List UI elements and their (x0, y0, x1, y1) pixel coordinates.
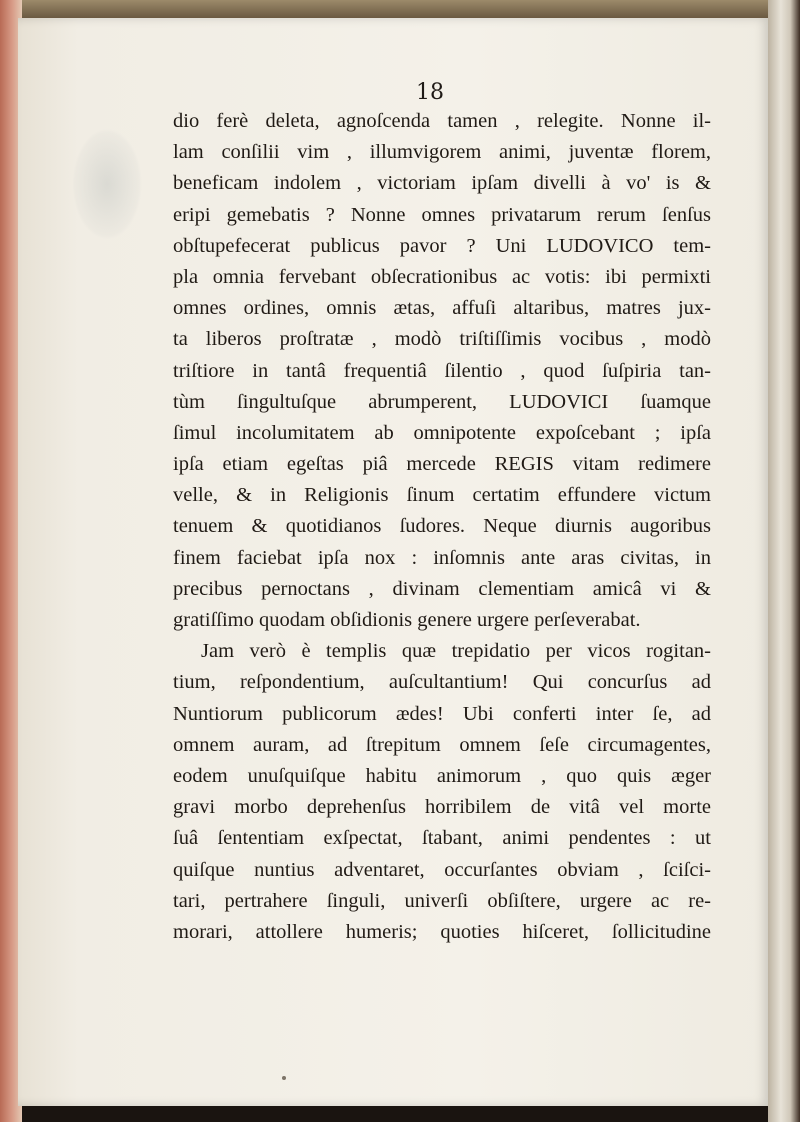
page-number: 18 (416, 80, 444, 105)
text-line: triſtiore in tantâ frequentiâ ſilentio , quod ſuſpiria tan- (173, 359, 711, 382)
text-line: tium, reſpondentium, auſcultantium! Qui concurſus ad (173, 671, 711, 694)
text-line: precibus pernoctans , divinam clementiam amicâ vi & (173, 577, 711, 600)
text-line: ta liberos proſtratæ , modò triſtiſſimis vocibus , modò (173, 328, 711, 351)
text-line: Jam verò è templis quæ trepidatio per vicos rogitan- (201, 640, 711, 663)
page-stack-edge (768, 0, 800, 1122)
text-line: eripi gemebatis ? Nonne omnes privatarum rerum ſenſus (173, 203, 711, 226)
text-line: omnes ordines, omnis ætas, affuſi altaribus, matres jux- (173, 297, 711, 320)
text-line: velle, & in Religionis ſinum certatim effundere victum (173, 484, 711, 507)
text-line: tùm ſingultuſque abrumperent, LUDOVICI ſuamque (173, 390, 711, 413)
text-line: gravi morbo deprehenſus horribilem de vitâ vel morte (173, 796, 711, 819)
text-line: ipſa etiam egeſtas piâ mercede REGIS vitam redimere (173, 453, 711, 476)
text-line: pla omnia fervebant obſecrationibus ac votis: ibi permixti (173, 265, 711, 288)
library-stamp (72, 128, 142, 240)
body-text (173, 106, 711, 948)
text-line: Nuntiorum publicorum ædes! Ubi conferti inter ſe, ad (173, 702, 711, 725)
text-line: finem faciebat ipſa nox : inſomnis ante aras civitas, in (173, 546, 711, 569)
text-line: ſuâ ſententiam exſpectat, ſtabant, animi pendentes : ut (173, 827, 711, 850)
text-line: beneficam indolem , victoriam ipſam divelli à vo' is & (173, 172, 711, 195)
text-line: gratiſſimo quodam obſidionis genere urgere perſeverabat. (173, 609, 641, 631)
text-line: quiſque nuntius adventaret, occurſantes obviam , ſciſci- (173, 858, 711, 881)
text-line: tenuem & quotidianos ſudores. Neque diurnis augoribus (173, 515, 711, 538)
ink-speck (282, 1076, 286, 1080)
text-line: omnem auram, ad ſtrepitum omnem ſeſe circumagentes, (173, 733, 711, 756)
text-line: obſtupefecerat publicus pavor ? Uni LUDOVICO tem- (173, 234, 711, 257)
text-line: dio ferè deleta, agnoſcenda tamen , relegite. Nonne il- (173, 110, 711, 132)
text-line: morari, attollere humeris; quoties hiſceret, ſollicitudine (173, 920, 711, 943)
text-line: ſimul incolumitatem ab omnipotente expoſcebant ; ipſa (173, 421, 711, 444)
text-line: lam conſilii vim , illumvigorem animi, juventæ florem, (173, 141, 711, 164)
text-line: eodem unuſquiſque habitu animorum , quo quis æger (173, 764, 711, 787)
text-line: tari, pertrahere ſinguli, univerſi obſiſtere, urgere ac re- (173, 889, 711, 912)
